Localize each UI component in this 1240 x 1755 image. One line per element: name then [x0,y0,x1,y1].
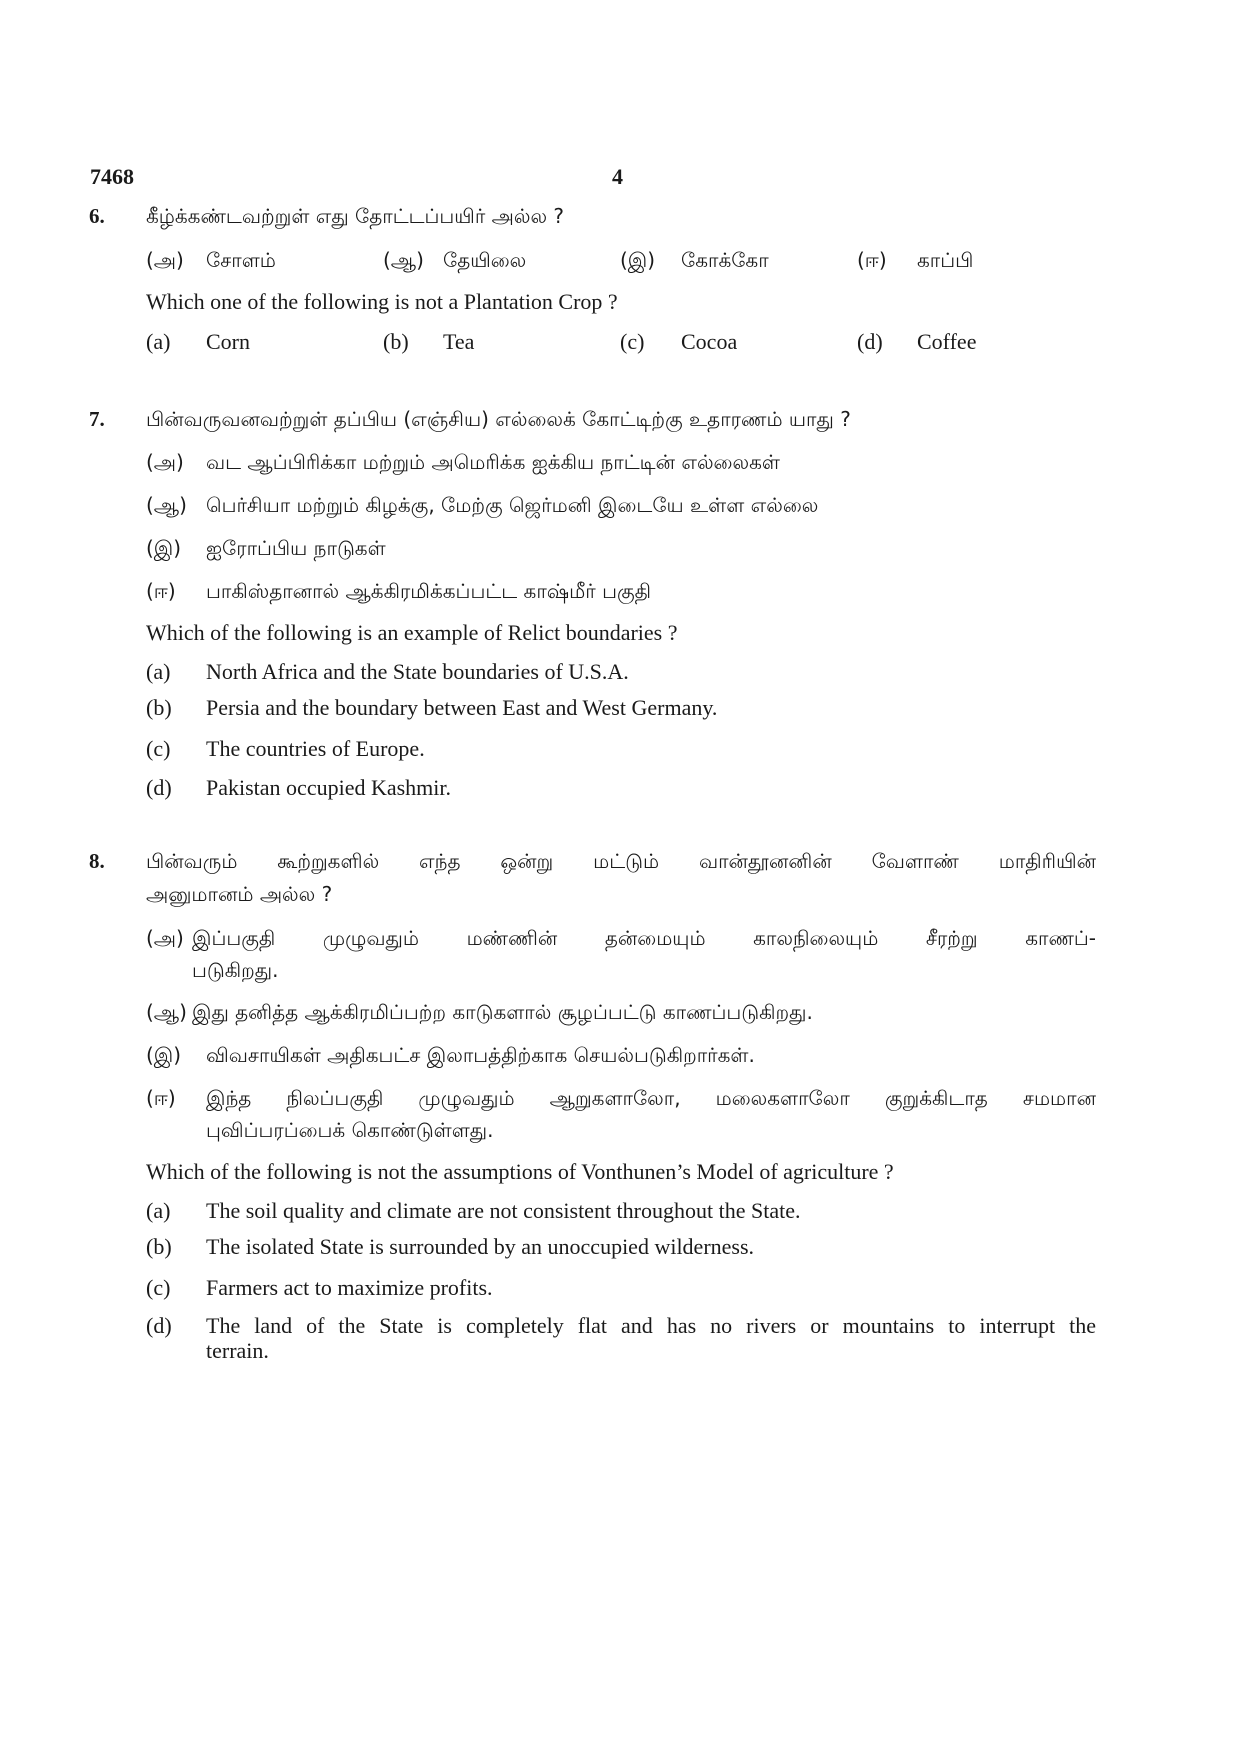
tamil-option-text: வட ஆப்பிரிக்கா மற்றும் அமெரிக்க ஐக்கிய நாட்டின் எல்லைகள் [206,450,780,474]
english-option-text: The isolated State is surrounded by an unoccupied wilderness. [206,1234,755,1259]
english-option-text: North Africa and the State boundaries of U.S.A. [206,659,629,684]
tamil-option-label: (ஆ) [146,1000,187,1024]
tamil-question: பின்வருவனவற்றுள் தப்பிய (எஞ்சிய) எல்லைக் கோட்டிற்கு உதாரணம் யாது ? [146,407,851,431]
english-option-text: Cocoa [681,329,738,354]
tamil-option-label: (இ) [146,536,182,560]
tamil-option-text: பெர்சியா மற்றும் கிழக்கு, மேற்கு ஜெர்மனி இடையே உள்ள எல்லை [206,493,819,517]
english-option-label: (b) [146,695,172,720]
english-option-text: The countries of Europe. [206,736,425,761]
question-number: 6. [89,204,105,228]
page-number: 4 [612,164,623,189]
english-option-text: Pakistan occupied Kashmir. [206,775,452,800]
english-option-label: (c) [146,1275,171,1300]
tamil-option-text: தேயிலை [443,248,527,272]
english-option-text: Persia and the boundary between East and West Germany. [206,695,718,720]
tamil-option-label: (அ) [146,248,184,272]
tamil-question-line: அனுமானம் அல்ல ? [146,882,333,906]
tamil-option-text: சோளம் [206,248,276,272]
english-option-label: (a) [146,659,171,684]
tamil-option-text: காப்பி [917,248,974,272]
tamil-option-label: (இ) [146,1043,182,1067]
question-number: 8. [89,849,105,873]
tamil-option-label: (அ) [146,926,184,950]
english-option-label: (d) [857,329,883,354]
question-number: 7. [89,407,105,431]
tamil-option-label: (ஈ) [146,1086,176,1110]
english-option-text: Corn [206,329,250,354]
english-option-text: Tea [443,329,475,354]
tamil-option-text: பாகிஸ்தானால் ஆக்கிரமிக்கப்பட்ட காஷ்மீர் பகுதி [206,579,652,603]
tamil-option-text: இது தனித்த ஆக்கிரமிப்பற்ற காடுகளால் சூழப்பட்டு காணப்படுகிறது. [192,1000,813,1024]
english-option-label: (a) [146,329,171,354]
tamil-option-text: இந்த நிலப்பகுதி முழுவதும் ஆறுகளாலோ, மலைகளாலோ குறுக்கிடாத சமமான [206,1086,1096,1110]
english-option-text: Farmers act to maximize profits. [206,1275,493,1300]
english-option-text: The soil quality and climate are not consistent throughout the State. [206,1198,801,1223]
english-option-label: (b) [383,329,409,354]
tamil-option-label: (ஆ) [146,493,187,517]
tamil-option-label: (ஈ) [146,579,176,603]
tamil-option-text-cont: புவிப்பரப்பைக் கொண்டுள்ளது. [206,1118,494,1142]
english-option-text-cont: terrain. [206,1338,269,1363]
english-option-label: (b) [146,1234,172,1259]
english-question: Which of the following is an example of Relict boundaries ? [146,620,678,645]
tamil-question: கீழ்க்கண்டவற்றுள் எது தோட்டப்பயிர் அல்ல ? [146,204,565,228]
english-question: Which one of the following is not a Plantation Crop ? [146,289,618,314]
tamil-option-text: விவசாயிகள் அதிகபட்ச இலாபத்திற்காக செயல்படுகிறார்கள். [206,1043,755,1067]
tamil-option-label: (ஆ) [383,248,424,272]
tamil-option-text: கோக்கோ [681,248,769,272]
tamil-option-label: (அ) [146,450,184,474]
english-option-label: (d) [146,1313,172,1338]
english-option-text: The land of the State is completely flat and has no rivers or mountains to interrupt the [206,1313,1096,1338]
tamil-option-label: (இ) [620,248,656,272]
english-option-label: (c) [620,329,645,354]
tamil-option-text: இப்பகுதி முழுவதும் மண்ணின் தன்மையும் காலநிலையும் சீரற்று காணப்- [192,926,1096,950]
paper-code: 7468 [90,164,134,189]
tamil-option-text-cont: படுகிறது. [192,958,279,982]
english-question: Which of the following is not the assumptions of Vonthunen’s Model of agriculture ? [146,1159,894,1184]
english-option-label: (d) [146,775,172,800]
tamil-option-text: ஐரோப்பிய நாடுகள் [206,536,386,560]
english-option-label: (a) [146,1198,171,1223]
tamil-option-label: (ஈ) [857,248,887,272]
tamil-question-line: பின்வரும் கூற்றுகளில் எந்த ஒன்று மட்டும் வான்தூனனின் வேளாண் மாதிரியின் [146,849,1096,873]
english-option-text: Coffee [917,329,977,354]
english-option-label: (c) [146,736,171,761]
